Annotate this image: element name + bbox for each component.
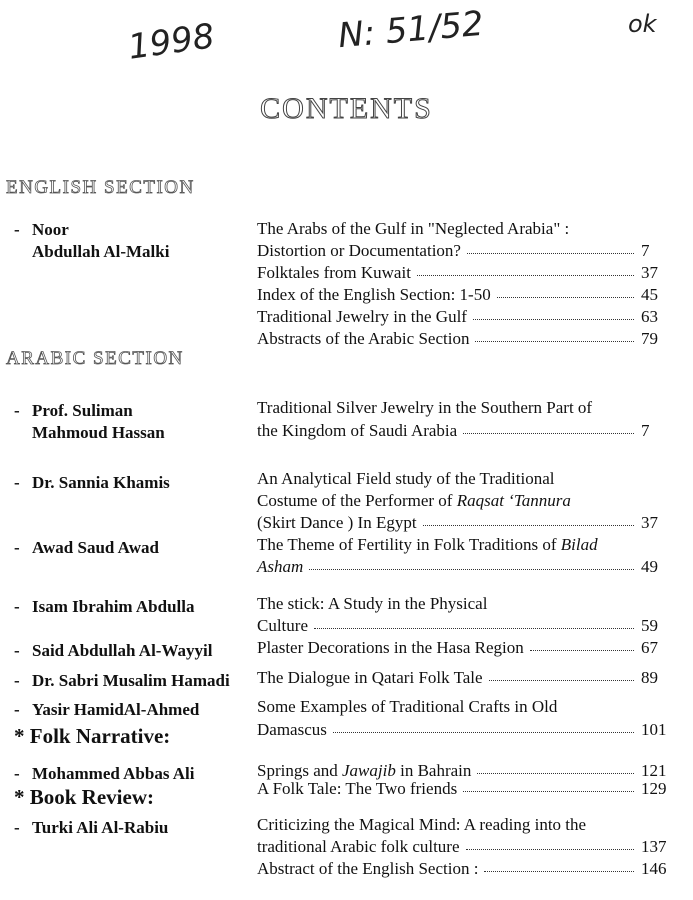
title-text-italic: Raqsat ‘Tannura xyxy=(456,491,571,510)
title-text-italic: Bilad xyxy=(560,535,598,554)
handwritten-issue-number: N: 51/52 xyxy=(336,3,486,57)
entry-title-line: Criticizing the Magical Mind: A reading into the xyxy=(257,815,587,834)
author-name: Prof. Suliman xyxy=(32,401,133,420)
page-number: 121 xyxy=(641,761,667,780)
article-author: - Awad Saud Awad xyxy=(14,538,159,557)
toc-entry xyxy=(257,328,658,350)
toc-entry xyxy=(257,420,650,442)
page-number: 7 xyxy=(641,421,650,440)
toc-entry xyxy=(257,836,667,858)
entry-title: traditional Arabic folk culture xyxy=(257,837,460,856)
page-number: 101 xyxy=(641,720,667,739)
entry-title-line: The stick: A Study in the Physical xyxy=(257,594,488,613)
page-number: 146 xyxy=(641,859,667,878)
english-author: - Noor Abdullah Al-Malki xyxy=(14,220,170,261)
entry-title: Abstracts of the Arabic Section xyxy=(257,329,470,348)
article-author: - Isam Ibrahim Abdulla xyxy=(14,597,195,616)
leader-dots xyxy=(309,556,634,570)
author-name: Dr. Sannia Khamis xyxy=(32,473,170,492)
leader-dots xyxy=(423,512,634,526)
article-author: - Mohammed Abbas Ali xyxy=(14,764,195,783)
entry-title: A Folk Tale: The Two friends xyxy=(257,779,458,798)
entry-title-line: The Arabs of the Gulf in "Neglected Arabia" : xyxy=(257,219,570,238)
author-name-line2: Mahmoud Hassan xyxy=(32,423,165,442)
title-text: Springs and xyxy=(257,761,342,780)
handwritten-year: 1998 xyxy=(125,16,217,68)
title-text: Costume of the Performer of xyxy=(257,491,457,510)
toc-entry xyxy=(257,858,667,880)
toc-entry xyxy=(257,778,667,800)
author-name: Said Abdullah Al-Wayyil xyxy=(32,641,213,660)
leader-dots xyxy=(473,306,634,320)
page-number: 59 xyxy=(641,616,658,635)
arabic-section-heading: ARABIC SECTION xyxy=(6,348,184,369)
entry-title: Culture xyxy=(257,616,308,635)
toc-entry xyxy=(257,284,658,306)
entry-title: the Kingdom of Saudi Arabia xyxy=(257,421,458,440)
page-number: 67 xyxy=(641,638,658,657)
leader-dots xyxy=(477,760,634,774)
author-name-line2: Abdullah Al-Malki xyxy=(32,242,170,261)
entry-title: Folktales from Kuwait xyxy=(257,263,411,282)
category-label: Book Review: xyxy=(29,785,154,809)
leader-dots xyxy=(475,328,634,342)
author-name: Dr. Sabri Musalim Hamadi xyxy=(32,671,230,690)
handwritten-check-mark: ok xyxy=(628,10,657,38)
entry-title-line xyxy=(257,490,639,512)
leader-dots xyxy=(463,420,634,434)
toc-entry xyxy=(257,637,658,659)
entry-title: Abstract of the English Section : xyxy=(257,859,479,878)
author-name: Noor xyxy=(32,220,69,239)
leader-dots xyxy=(463,778,634,792)
leader-dots xyxy=(530,637,634,651)
title-text: in Bahrain xyxy=(395,761,472,780)
entry-title: The Dialogue in Qatari Folk Tale xyxy=(257,668,483,687)
leader-dots xyxy=(333,719,634,733)
article-author: - Said Abdullah Al-Wayyil xyxy=(14,641,213,660)
leader-dots xyxy=(497,284,634,298)
leader-dots xyxy=(467,240,634,254)
entry-title-line: Traditional Silver Jewelry in the Southern Part of xyxy=(257,398,593,417)
author-name: Awad Saud Awad xyxy=(32,538,159,557)
entry-title: Traditional Jewelry in the Gulf xyxy=(257,307,467,326)
toc-entry xyxy=(257,262,658,284)
page-number: 37 xyxy=(641,263,658,282)
page-number: 45 xyxy=(641,285,658,304)
entry-title: Plaster Decorations in the Hasa Region xyxy=(257,638,524,657)
page-number: 63 xyxy=(641,307,658,326)
article-author: - Turki Ali Al-Rabiu xyxy=(14,818,169,837)
page-number: 7 xyxy=(641,241,650,260)
page-number: 89 xyxy=(641,668,658,687)
author-name: Mohammed Abbas Ali xyxy=(32,764,195,783)
entry-title: Distortion or Documentation? xyxy=(257,241,461,260)
entry-title: (Skirt Dance ) In Egypt xyxy=(257,513,417,532)
article-author: - Dr. Sannia Khamis xyxy=(14,473,170,492)
page-number: 37 xyxy=(641,513,658,532)
leader-dots xyxy=(484,858,634,872)
entry-title-line xyxy=(257,534,639,556)
leader-dots xyxy=(314,615,634,629)
leader-dots xyxy=(417,262,634,276)
toc-entry xyxy=(257,667,658,689)
page-number: 49 xyxy=(641,557,658,576)
entry-title-line: An Analytical Field study of the Traditional xyxy=(257,469,555,488)
author-name: Isam Ibrahim Abdulla xyxy=(32,597,195,616)
toc-entry xyxy=(257,556,658,578)
article-author: - Prof. Suliman Mahmoud Hassan xyxy=(14,401,165,442)
entry-title: Asham xyxy=(257,557,304,576)
author-name: Turki Ali Al-Rabiu xyxy=(32,818,169,837)
entry-title: Index of the English Section: 1-50 xyxy=(257,285,491,304)
author-name: Yasir HamidAl-Ahmed xyxy=(32,700,200,719)
entry-title-line: Some Examples of Traditional Crafts in Old xyxy=(257,697,558,716)
page-title: CONTENTS xyxy=(260,92,433,125)
toc-entry xyxy=(257,306,658,328)
toc-entry xyxy=(257,512,658,534)
leader-dots xyxy=(489,667,634,681)
entry-title: Damascus xyxy=(257,720,327,739)
toc-entry xyxy=(257,615,658,637)
toc-entry xyxy=(257,240,650,262)
title-text: The Theme of Fertility in Folk Traditions of xyxy=(257,535,561,554)
page-number: 137 xyxy=(641,837,667,856)
page-number: 129 xyxy=(641,779,667,798)
title-text-italic: Jawajib xyxy=(342,761,396,780)
category-label: Folk Narrative: xyxy=(29,724,171,748)
leader-dots xyxy=(466,836,634,850)
page-number: 79 xyxy=(641,329,658,348)
toc-entry xyxy=(257,719,667,741)
article-author: - Dr. Sabri Musalim Hamadi xyxy=(14,671,230,690)
article-author: - Yasir HamidAl-Ahmed xyxy=(14,700,200,719)
category-folk-narrative: * Folk Narrative: xyxy=(14,724,171,748)
english-section-heading: ENGLISH SECTION xyxy=(6,177,195,198)
category-book-review: * Book Review: xyxy=(14,785,154,809)
